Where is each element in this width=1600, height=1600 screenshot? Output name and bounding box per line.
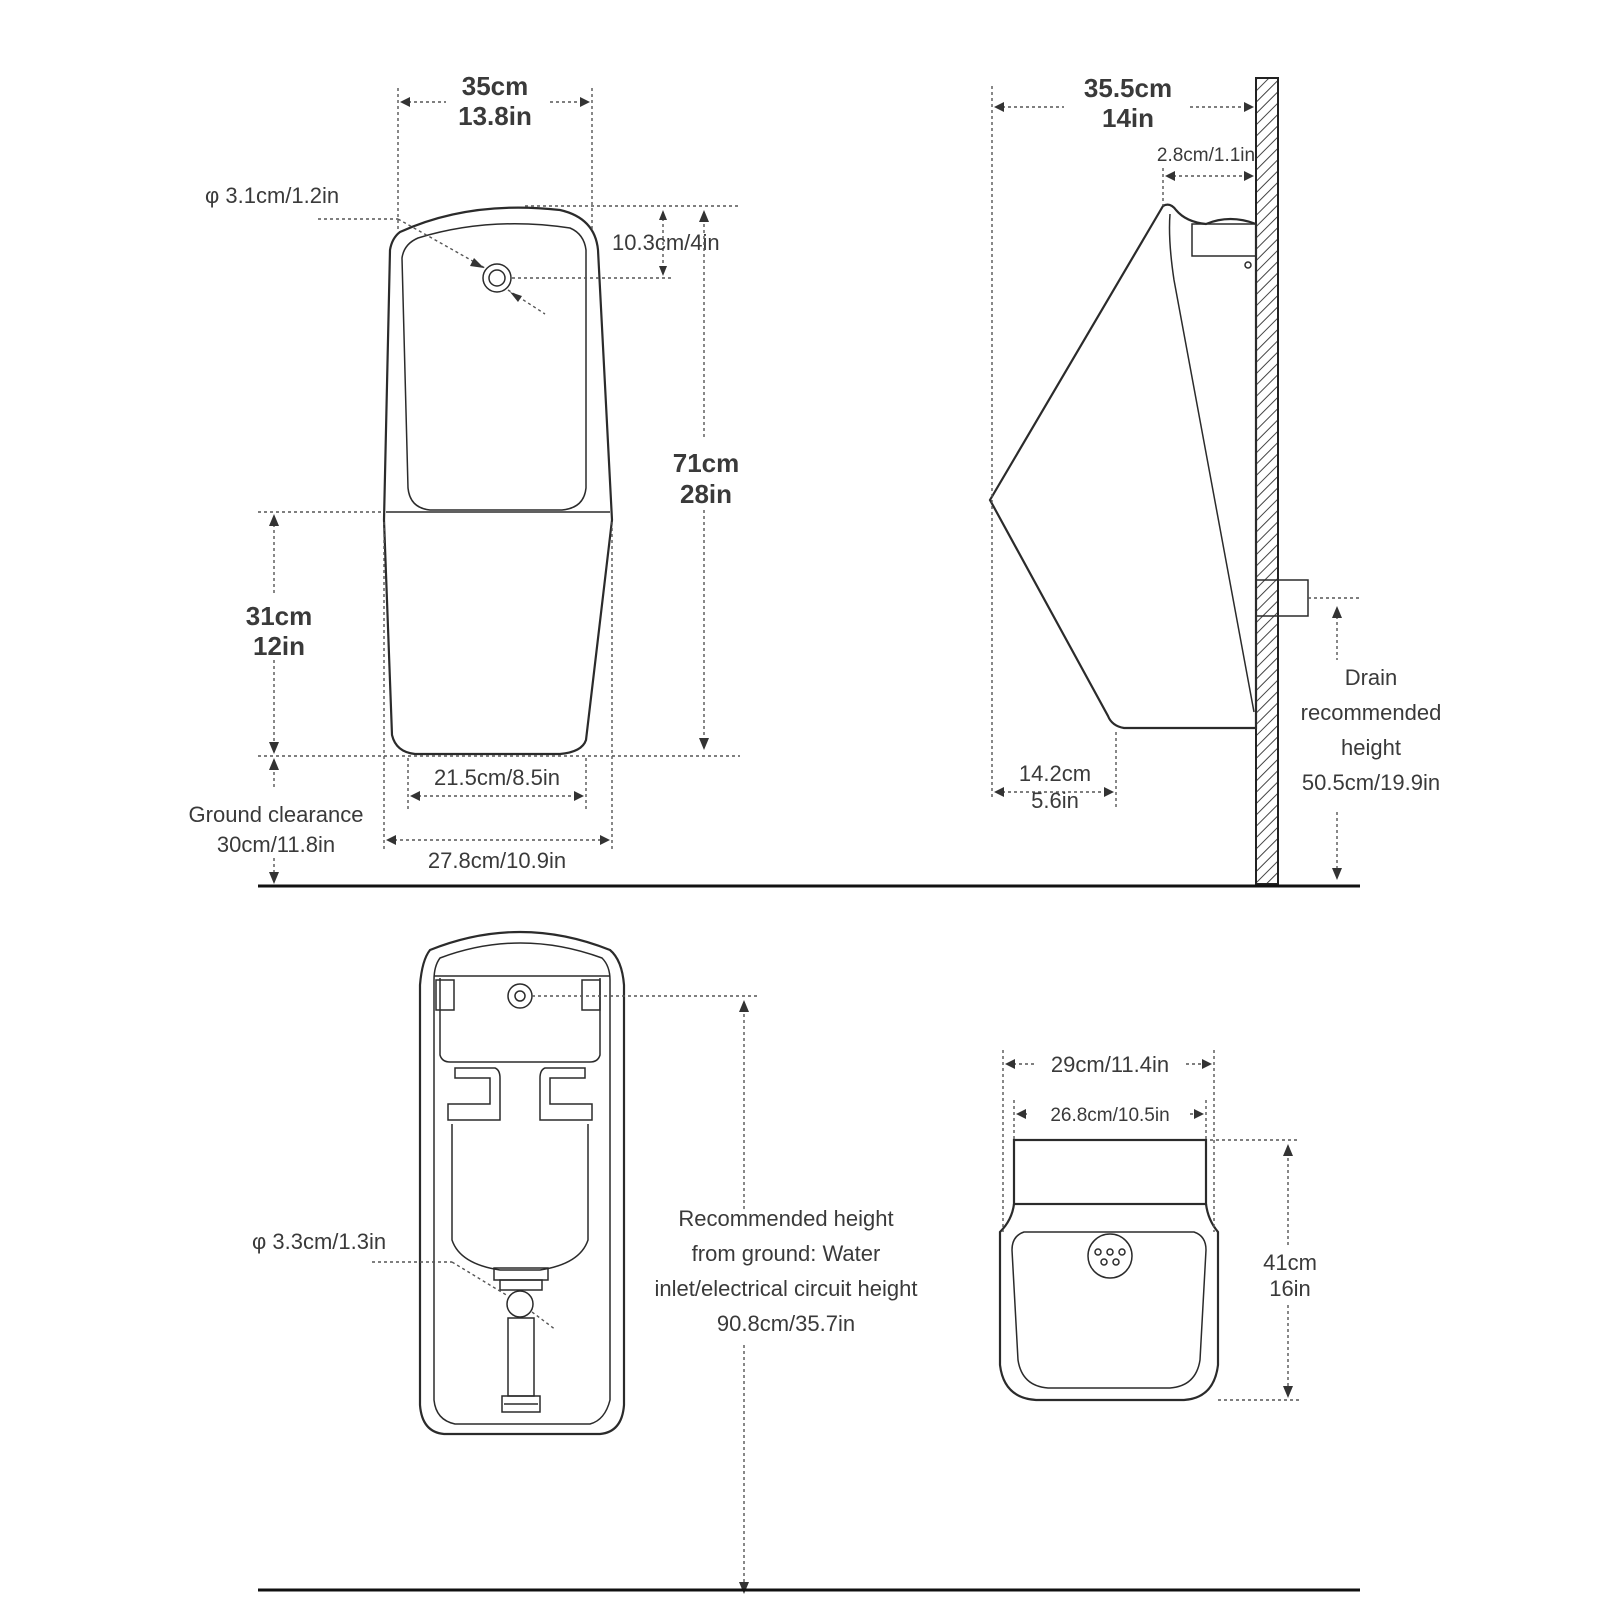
side-depth-cm: 35.5cm: [1083, 73, 1173, 103]
back-inlet-circle: [508, 984, 532, 1008]
top-height-cm: 41cm: [1263, 1250, 1317, 1275]
back-view: [252, 932, 917, 1594]
rec-value: 90.8cm/35.7in: [716, 1311, 856, 1336]
side-wall-gap: 2.8cm/1.1in: [1156, 145, 1256, 166]
side-view: [990, 73, 1441, 884]
front-bottom-inner-width: 21.5cm/8.5in: [434, 765, 560, 790]
drain-value: 50.5cm/19.9in: [1301, 770, 1441, 795]
front-width-cm: 35cm: [461, 71, 529, 101]
side-depth-in: 14in: [1101, 103, 1155, 133]
front-inlet-circle: [483, 264, 511, 292]
top-view: [1000, 1050, 1317, 1400]
front-inlet-diameter: φ 3.1cm/1.2in: [205, 183, 340, 208]
top-outer-width: 29cm/11.4in: [1050, 1052, 1170, 1077]
front-lower-height-in: 12in: [252, 631, 306, 661]
rec-line2: from ground: Water: [691, 1241, 881, 1266]
rec-line3: inlet/electrical circuit height: [654, 1276, 918, 1301]
drain-line3: height: [1341, 735, 1401, 760]
wall-hatch: [1256, 78, 1278, 884]
side-mount-bracket: [1192, 224, 1256, 256]
drain-line2: recommended: [1300, 700, 1442, 725]
front-bowl-outline: [402, 224, 586, 510]
top-back-panel: [1014, 1140, 1206, 1204]
rec-line1: Recommended height: [678, 1206, 894, 1231]
front-view: [189, 71, 740, 884]
ground-clearance-label: Ground clearance: [188, 802, 364, 827]
front-urinal-outline: [384, 208, 612, 754]
side-urinal-inner: [1170, 214, 1255, 712]
side-lip-cm: 14.2cm: [1018, 761, 1092, 786]
front-inlet-inner: [489, 270, 505, 286]
side-lip-in: 5.6in: [1031, 788, 1079, 813]
back-drain-pipe: [508, 1318, 534, 1396]
back-lower-cavity: [452, 1124, 588, 1270]
back-outlet-circle: [507, 1291, 533, 1317]
top-height-in: 16in: [1269, 1276, 1311, 1301]
back-outlet-diameter: φ 3.3cm/1.3in: [252, 1229, 387, 1254]
front-width-in: 13.8in: [458, 101, 532, 131]
top-inner-width: 26.8cm/10.5in: [1050, 1105, 1170, 1126]
front-inlet-offset: 10.3cm/4in: [612, 230, 720, 255]
side-urinal-outline: [990, 205, 1256, 728]
front-lower-height-cm: 31cm: [245, 601, 313, 631]
top-drain-circle: [1088, 1234, 1132, 1278]
front-height-in: 28in: [679, 479, 733, 509]
front-bottom-outer-width: 27.8cm/10.9in: [427, 848, 567, 873]
drain-line1: Drain: [1344, 665, 1398, 690]
front-height-cm: 71cm: [672, 448, 740, 478]
ground-clearance-value: 30cm/11.8in: [216, 832, 336, 857]
